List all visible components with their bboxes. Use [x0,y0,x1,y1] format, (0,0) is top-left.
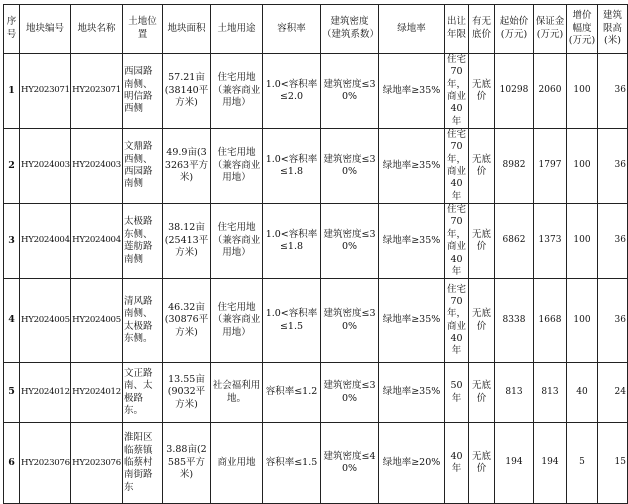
building-density: 建筑密度≤40% [321,423,379,504]
floor-area-ratio: 1.0<容积率≤1.8 [263,204,321,279]
row-number: 4 [4,279,20,363]
header-cell: 有无底价 [469,5,495,54]
row-number: 5 [4,363,20,423]
header-cell: 出让年限 [445,5,469,54]
lot-name: HY2023071 [71,54,123,129]
starting-price: 813 [495,363,534,423]
land-parcel-table [3,4,628,504]
land-use: 商业用地 [211,423,263,504]
building-density: 建筑密度≤30% [321,129,379,204]
land-use: 社会福利用地。 [211,363,263,423]
lot-location: 清风路南侧、太极路东侧。 [123,279,163,363]
bid-increment: 5 [567,423,598,504]
land-use: 住宅用地（兼容商业用地） [211,204,263,279]
floor-area-ratio: 1.0<容积率≤1.5 [263,279,321,363]
lot-location: 太极路东侧、莲舫路南侧 [123,204,163,279]
floor-area-ratio: 1.0<容积率≤1.8 [263,129,321,204]
deposit: 1668 [534,279,567,363]
bid-increment: 40 [567,363,598,423]
table-row [4,129,628,204]
lot-code: HY2023071 [20,54,71,129]
height-limit: 36 [598,204,628,279]
deposit: 2060 [534,54,567,129]
height-limit: 36 [598,279,628,363]
lot-area: 38.12亩(25413平方米) [163,204,211,279]
lease-term: 住宅70年，商业40年 [445,279,469,363]
green-ratio: 绿地率≥20% [379,423,445,504]
lot-code: HY2024003 [20,129,71,204]
floor-area-ratio: 容积率≤1.5 [263,423,321,504]
header-cell: 建筑限高(米) [598,5,628,54]
starting-price: 8338 [495,279,534,363]
starting-price: 6862 [495,204,534,279]
lease-term: 住宅70年，商业40年 [445,204,469,279]
lot-location: 淮阳区临蔡镇临蔡村南街路东 [123,423,163,504]
lease-term: 住宅70年，商业40年 [445,129,469,204]
deposit: 813 [534,363,567,423]
reserve-price: 无底价 [469,423,495,504]
reserve-price: 无底价 [469,54,495,129]
table-row [4,54,628,129]
height-limit: 36 [598,129,628,204]
lot-area: 3.88亩(2585平方米) [163,423,211,504]
row-number: 3 [4,204,20,279]
header-cell: 土地位置 [123,5,163,54]
lot-name: HY2023076 [71,423,123,504]
lot-name: HY2024003 [71,129,123,204]
building-density: 建筑密度≤30% [321,204,379,279]
lot-code: HY2023076 [20,423,71,504]
header-cell: 土地用途 [211,5,263,54]
header-cell: 建筑密度（建筑系数） [321,5,379,54]
reserve-price: 无底价 [469,129,495,204]
green-ratio: 绿地率≥35% [379,129,445,204]
table-row [4,423,628,504]
lease-term: 住宅70年，商业40年 [445,54,469,129]
deposit: 1797 [534,129,567,204]
starting-price: 10298 [495,54,534,129]
lot-area: 13.55亩(9032平方米) [163,363,211,423]
header-cell: 绿地率 [379,5,445,54]
lot-location: 文正路南、太极路东。 [123,363,163,423]
land-auction-table-page [3,4,626,493]
lease-term: 50年 [445,363,469,423]
header-cell: 序号 [4,5,20,54]
land-use: 住宅用地（兼容商业用地） [211,54,263,129]
deposit: 194 [534,423,567,504]
lot-location: 西园路南侧、明信路西侧 [123,54,163,129]
starting-price: 194 [495,423,534,504]
lot-area: 57.21亩(38140平方米) [163,54,211,129]
lot-name: HY2024012 [71,363,123,423]
header-cell: 地块名称 [71,5,123,54]
lot-area: 46.32亩(30876平方米) [163,279,211,363]
height-limit: 36 [598,54,628,129]
green-ratio: 绿地率≥35% [379,279,445,363]
lease-term: 40年 [445,423,469,504]
lot-code: HY2024012 [20,363,71,423]
green-ratio: 绿地率≥35% [379,54,445,129]
starting-price: 8982 [495,129,534,204]
reserve-price: 无底价 [469,363,495,423]
lot-name: HY2024004 [71,204,123,279]
height-limit: 15 [598,423,628,504]
row-number: 2 [4,129,20,204]
floor-area-ratio: 容积率≤1.2 [263,363,321,423]
header-cell: 地块编号 [20,5,71,54]
table-row [4,363,628,423]
header-cell: 容积率 [263,5,321,54]
lot-name: HY2024005 [71,279,123,363]
lot-code: HY2024005 [20,279,71,363]
reserve-price: 无底价 [469,279,495,363]
land-use: 住宅用地（兼容商业用地） [211,279,263,363]
table-row [4,279,628,363]
row-number: 6 [4,423,20,504]
deposit: 1373 [534,204,567,279]
row-number: 1 [4,54,20,129]
bid-increment: 100 [567,129,598,204]
lot-code: HY2024004 [20,204,71,279]
bid-increment: 100 [567,204,598,279]
table-header-row [4,5,628,54]
lot-area: 49.9亩(33263平方米) [163,129,211,204]
header-cell: 增价幅度(万元) [567,5,598,54]
building-density: 建筑密度≤30% [321,279,379,363]
building-density: 建筑密度≤30% [321,54,379,129]
bid-increment: 100 [567,279,598,363]
green-ratio: 绿地率≥35% [379,363,445,423]
table-row [4,204,628,279]
header-cell: 起始价(万元) [495,5,534,54]
height-limit: 24 [598,363,628,423]
floor-area-ratio: 1.0<容积率≤2.0 [263,54,321,129]
green-ratio: 绿地率≥35% [379,204,445,279]
lot-location: 文鼎路西侧、西园路南侧 [123,129,163,204]
reserve-price: 无底价 [469,204,495,279]
land-use: 住宅用地（兼容商业用地） [211,129,263,204]
bid-increment: 100 [567,54,598,129]
building-density: 建筑密度≤30% [321,363,379,423]
header-cell: 保证金(万元) [534,5,567,54]
header-cell: 地块面积 [163,5,211,54]
